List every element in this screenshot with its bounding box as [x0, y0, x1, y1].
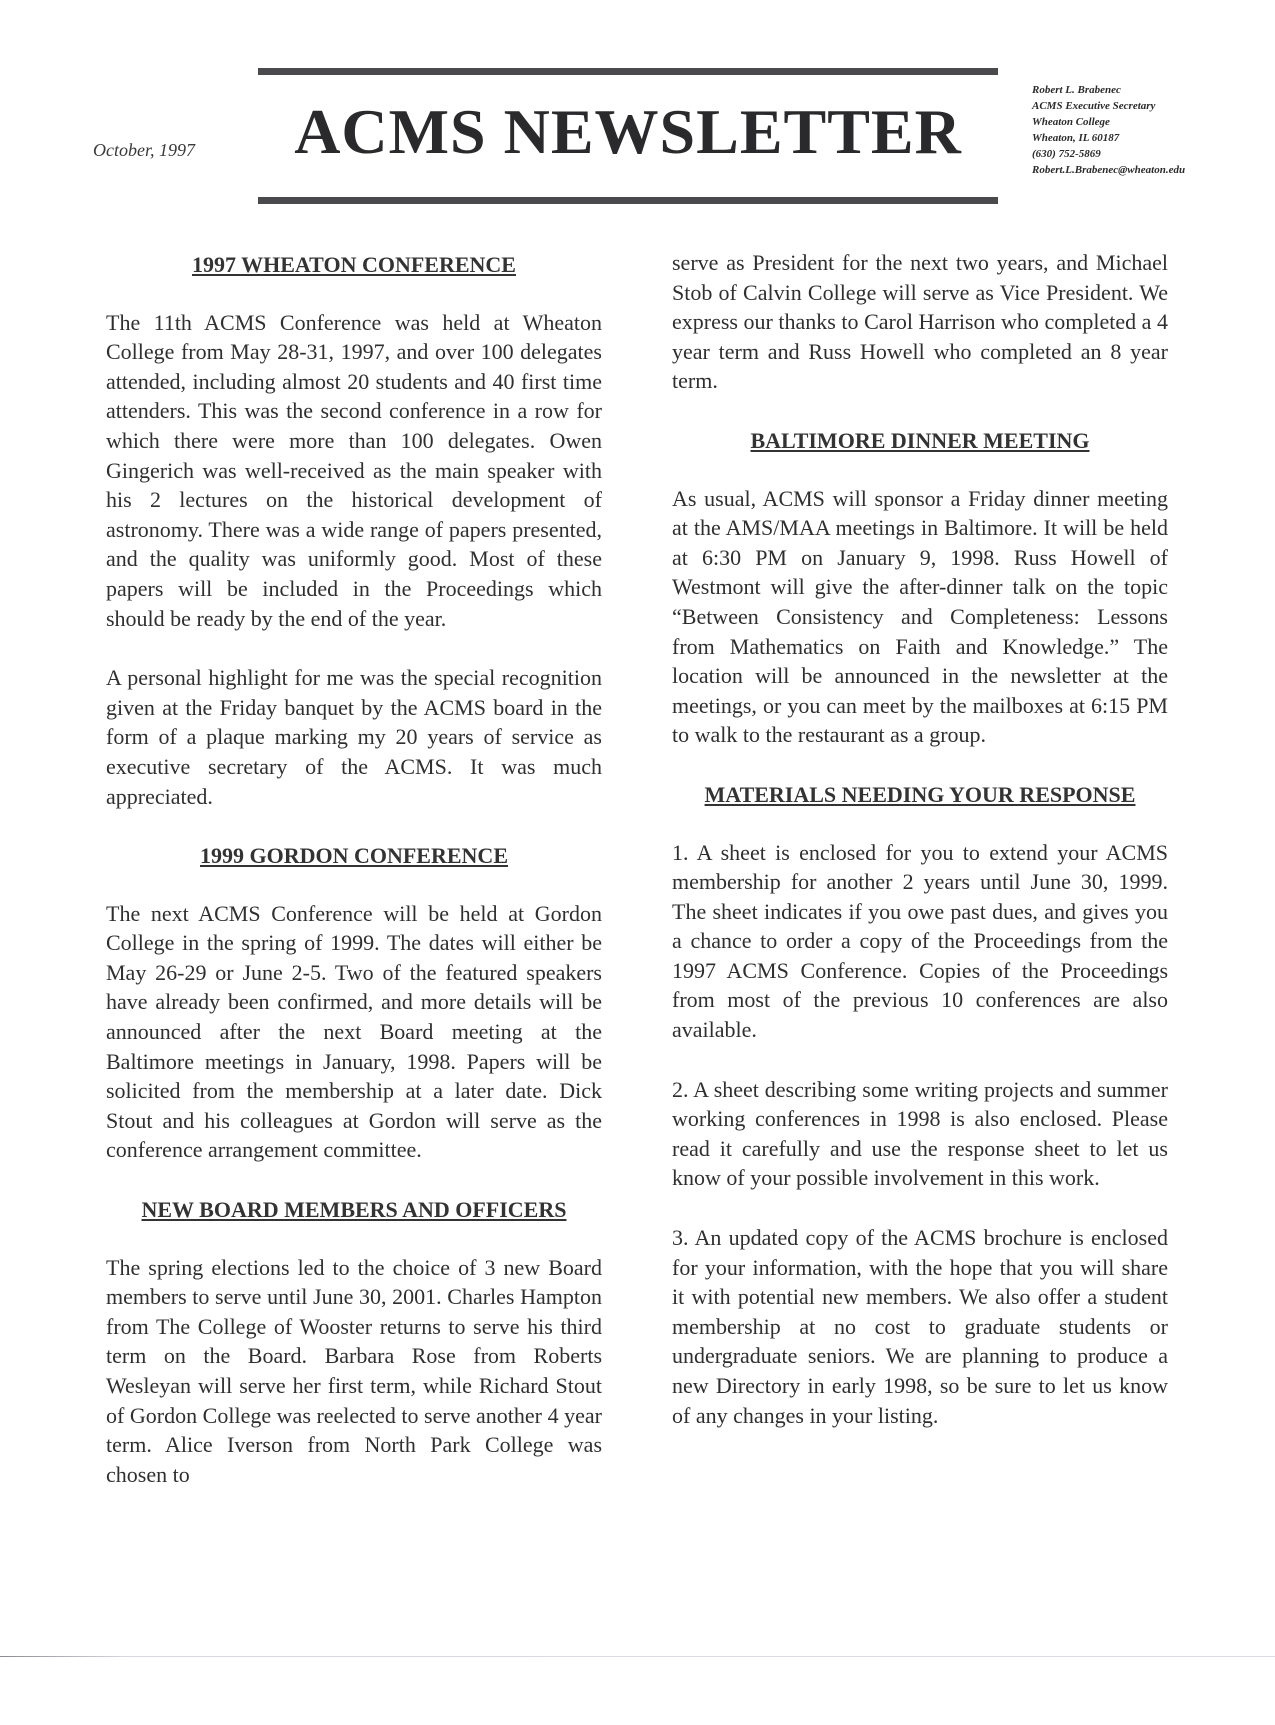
section-heading: MATERIALS NEEDING YOUR RESPONSE [704, 781, 1136, 807]
paragraph: As usual, ACMS will sponsor a Friday dinner meeting at the AMS/MAA meetings in Baltimore. It will be held at 6:30 PM on January 9, 1998. Russ Howell of Westmont will give the after-dinner talk on the topic “Between Consistency and Completeness: Lessons from Mathematics on Faith and Knowledge.” The location will be announced in the newsletter at the meetings, or you can meet by the mailboxes at 6:15 PM to walk to the restaurant as a group. [672, 485, 1168, 748]
masthead-bottom-rule [258, 197, 998, 204]
scan-edge-line [0, 1656, 1275, 1657]
right-column [672, 248, 1168, 1430]
section-materials-response [672, 780, 1168, 1430]
list-item: 1. A sheet is enclosed for you to extend your ACMS membership for another 2 years until June 30, 1999. The sheet indicates if you owe past dues, and gives you a chance to order a copy of the Proceedings from the 1997 ACMS Conference. Copies of the Proceedings from most of the previous 10 conferences are also available. [672, 839, 1168, 1043]
section-wheaton-conference [106, 250, 602, 811]
section-heading: BALTIMORE DINNER MEETING [750, 427, 1090, 453]
contact-role: ACMS Executive Secretary [1032, 100, 1156, 112]
paragraph: The 11th ACMS Conference was held at Wheaton College from May 28-31, 1997, and over 100 delegates attended, including almost 20 students and 40 first time attenders. This was the second conference in a row for which there were more than 100 delegates. Owen Gingerich was well-received as the main speaker with his 2 lectures on the historical development of astronomy. There was a wide range of papers presented, and the quality was uniformly good. Most of these papers will be included in the Proceedings which should be ready by the end of the year. [106, 309, 602, 631]
contact-name: Robert L. Brabenec [1032, 84, 1121, 96]
contact-phone: (630) 752-5869 [1032, 148, 1101, 160]
contact-block [1032, 82, 1185, 178]
left-column [106, 250, 602, 1489]
list-item: 3. An updated copy of the ACMS brochure is enclosed for your information, with the hope that you will share it with potential new members. We also offer a student membership at no cost to graduate students or undergraduate seniors. We are planning to produce a new Directory in early 1998, so be sure to let us know of any changes in your listing. [672, 1225, 1168, 1428]
contact-institution: Wheaton College [1032, 116, 1110, 128]
section-heading: NEW BOARD MEMBERS AND OFFICERS [141, 1197, 567, 1223]
section-new-board-members [106, 1195, 602, 1489]
list-item: 2. A sheet describing some writing projects and summer working conferences in 1998 is also enclosed. Please read it carefully and use the response sheet to let us know of your possible involvement in this work. [672, 1076, 1168, 1191]
section-heading: 1997 WHEATON CONFERENCE [192, 252, 516, 277]
paragraph: The spring elections led to the choice of 3 new Board members to serve until June 30, 2001. Charles Hampton from The College of Wooster returns to serve his third term on the Board. Barbara Rose from Roberts Wesleyan will serve her first term, while Richard Stout of Gordon College was reelected to serve another 4 year term. Alice Iverson from North Park College was chosen to [106, 1254, 602, 1487]
paragraph: A personal highlight for me was the special recognition given at the Friday banquet by the ACMS board in the form of a plaque marking my 20 years of service as executive secretary of the ACMS. It was much appreciated. [106, 665, 602, 809]
contact-email: Robert.L.Brabenec@wheaton.edu [1032, 164, 1186, 176]
newsletter-title: ACMS NEWSLETTER [294, 96, 962, 167]
issue-date: October, 1997 [93, 140, 195, 160]
contact-address: Wheaton, IL 60187 [1032, 132, 1120, 144]
section-heading: 1999 GORDON CONFERENCE [199, 843, 508, 869]
paragraph-continuation: serve as President for the next two years, and Michael Stob of Calvin College will serve as Vice President. We express our thanks to Carol Harrison who completed a 4 year term and Russ Howell who completed an 8 year term. [672, 250, 1168, 394]
masthead-top-rule [258, 68, 998, 75]
section-gordon-conference [106, 841, 602, 1165]
paragraph: The next ACMS Conference will be held at Gordon College in the spring of 1999. The dates will either be May 26-29 or June 2-5. Two of the featured speakers have already been confirmed, and more details will be announced after the next Board meeting at the Baltimore meetings in January, 1998. Papers will be solicited from the membership at a later date. Dick Stout and his colleagues at Gordon will serve as the conference arrangement committee. [106, 900, 602, 1163]
section-baltimore-dinner [672, 426, 1168, 750]
